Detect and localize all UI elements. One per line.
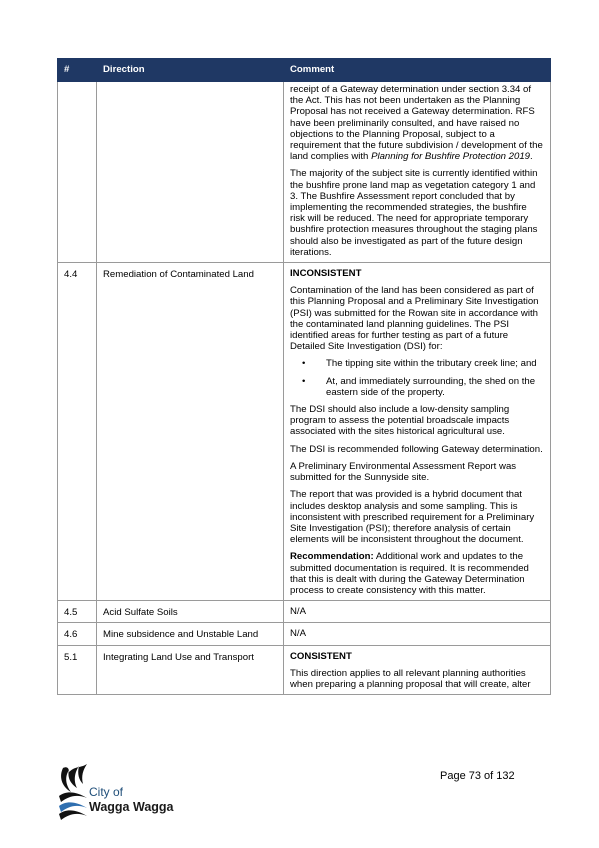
header-direction: Direction xyxy=(97,59,284,82)
comment-intro: Contamination of the land has been considered as part of this Planning Proposal and a Preliminary Site Investigation (PSI) was submitted for the Rowan site in accordance with the contaminated land planning guidelines. The PSI identified areas for further testing as part of a future Detailed Site Investigation (DSI) for: xyxy=(290,285,539,353)
cell-comment-continuation xyxy=(284,82,551,263)
cell-comment: N/A xyxy=(284,623,551,645)
cell-number: 4.4 xyxy=(58,263,97,601)
text-run: receipt of a Gateway determination under section 3.34 of the Act. This has not been undertaken as the Planning Proposal has not received a Gateway determination. RFS have been preliminarily consulted, and have raised no objections to the Planning Proposal, subject to a requirement that the future subdivision / development of the land complies with xyxy=(290,84,543,163)
logo-line-wagga-wagga: Wagga Wagga xyxy=(89,800,174,814)
cell-direction-empty xyxy=(97,82,284,263)
text-run: . xyxy=(530,151,533,163)
continuation-paragraph-2 xyxy=(290,168,544,258)
cell-direction: Mine subsidence and Unstable Land xyxy=(97,623,284,645)
cell-number: 4.5 xyxy=(58,601,97,623)
comment-paragraph: The report that was provided is a hybrid document that includes desktop analysis and some sampling. This is inconsistent with prescribed requirement for a Preliminary Site Investigation (PSI); therefore analysis of certain elements will be inconsistent throughout the document. xyxy=(290,489,535,546)
text-run: The majority of the subject site is currently identified within the bushfire prone land map as vegetation category 1 and 3. The Bushfire Assessment report concluded that by implementing the recommended strategies, the bushfire risk will be reduced. The need for appropriate temporary bushfire protection measures throughout the staging plans should also be investigated as part of the future design iterations. xyxy=(290,168,538,258)
cell-direction: Integrating Land Use and Transport xyxy=(97,645,284,695)
cell-comment xyxy=(284,263,551,601)
status-consistent: CONSISTENT xyxy=(290,650,352,662)
comment-paragraph: A Preliminary Environmental Assessment Report was submitted for the Sunnyside site. xyxy=(290,460,517,484)
comment-paragraph: This direction applies to all relevant planning authorities when preparing a planning proposal that will create, alter xyxy=(290,667,531,690)
cell-number: 4.6 xyxy=(58,623,97,645)
investigation-list xyxy=(290,358,544,398)
header-comment: Comment xyxy=(284,59,551,82)
cell-comment xyxy=(284,645,551,695)
cell-number: 5.1 xyxy=(58,645,97,695)
cell-direction: Remediation of Contaminated Land xyxy=(97,263,284,601)
table-row-5-1 xyxy=(58,645,551,695)
comment-paragraph: The DSI is recommended following Gateway determination. xyxy=(290,443,543,455)
comment-paragraph: The DSI should also include a low-density sampling program to assess the potential broadscale impacts associated with the sites historical agricultural use. xyxy=(290,404,510,438)
continuation-paragraph-1 xyxy=(290,84,544,162)
table-header-row xyxy=(58,59,551,82)
page-number: Page 73 of 132 xyxy=(440,770,515,782)
list-item: • The tipping site within the tributary creek line; and xyxy=(290,358,544,369)
recommendation-text: Additional work and updates to the submitted documentation is required. It is recommended that this is dealt with during the Gateway Determination process to create consistency with this matter. xyxy=(290,551,529,596)
recommendation xyxy=(290,551,544,596)
header-number: # xyxy=(58,59,97,82)
directions-table xyxy=(57,58,551,695)
table-row-continuation xyxy=(58,82,551,263)
table-row-4-6 xyxy=(58,623,551,645)
table-row-4-5 xyxy=(58,601,551,623)
recommendation-label: Recommendation: xyxy=(290,551,374,563)
logo-line-city-of: City of xyxy=(89,785,124,799)
cell-direction: Acid Sulfate Soils xyxy=(97,601,284,623)
cell-number-empty xyxy=(58,82,97,263)
table-row-4-4 xyxy=(58,263,551,601)
italic-title: Planning for Bushfire Protection 2019 xyxy=(371,151,530,163)
list-item: • At, and immediately surrounding, the shed on the eastern side of the property. xyxy=(290,376,544,398)
cell-comment: N/A xyxy=(284,601,551,623)
status-inconsistent: INCONSISTENT xyxy=(290,268,362,280)
